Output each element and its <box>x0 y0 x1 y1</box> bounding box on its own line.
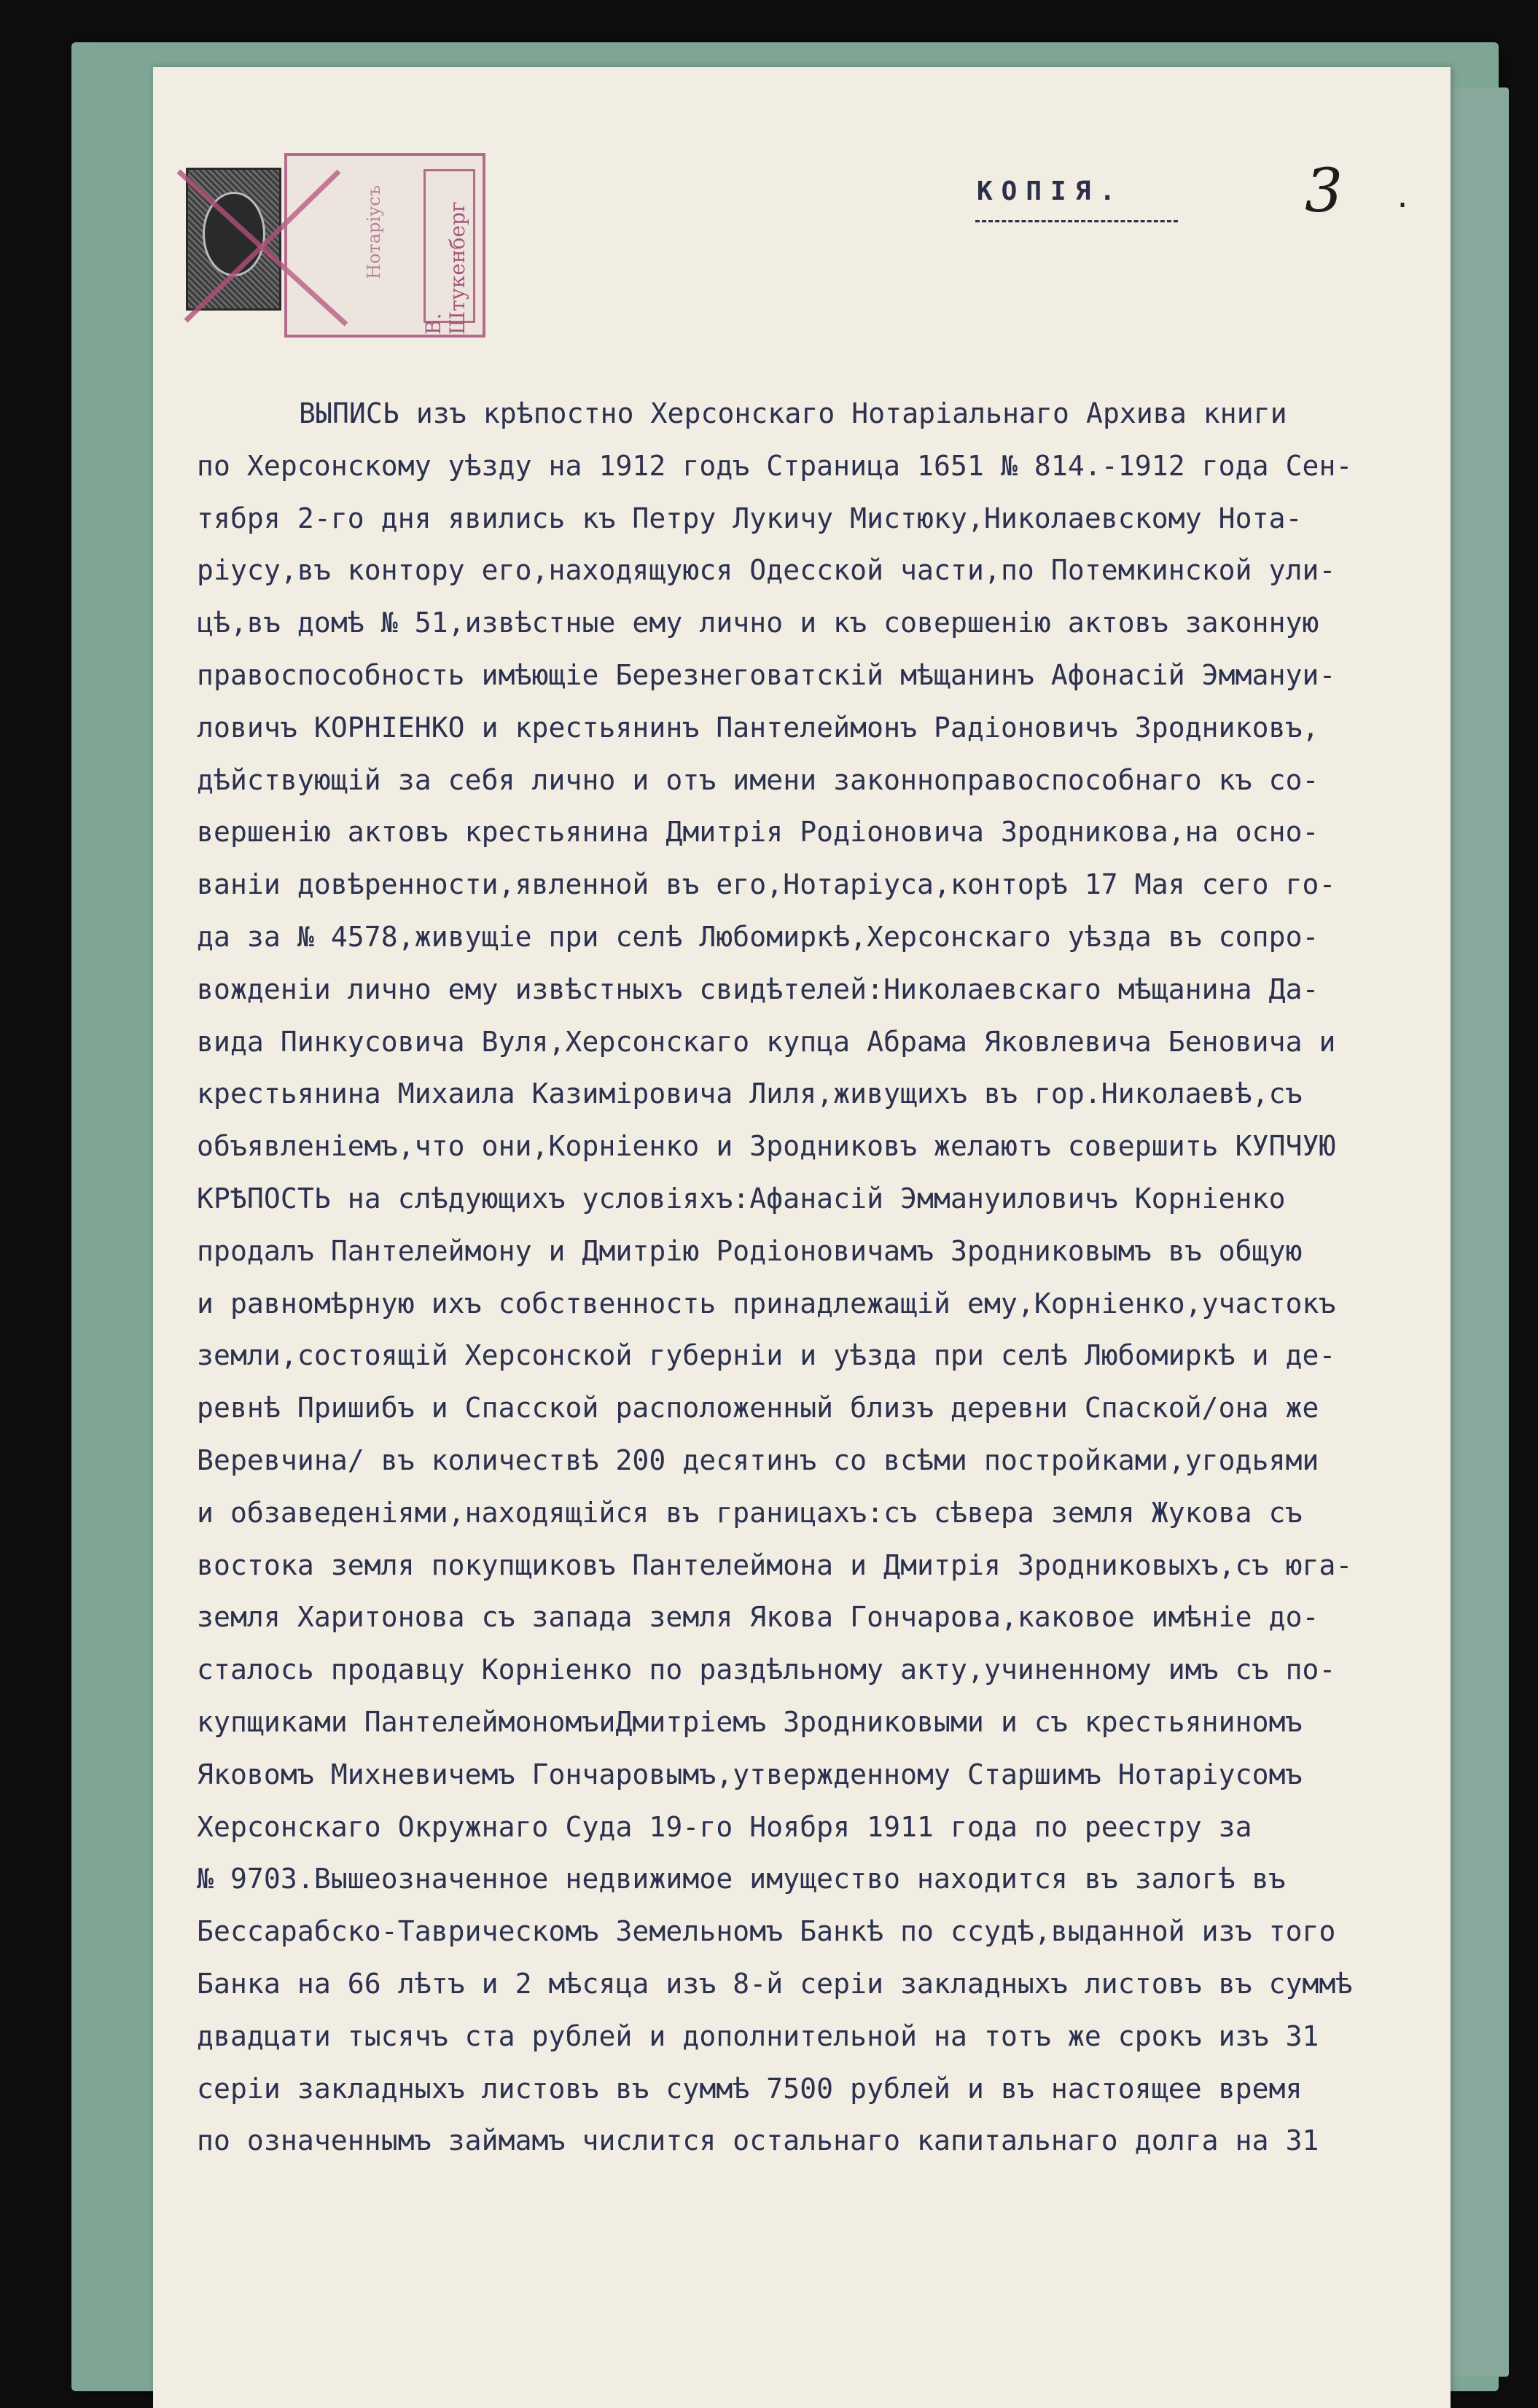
text-line: Веревчина/ въ количествѣ 200 десятинъ со всѣми постройками,угодьями <box>197 1443 1319 1476</box>
text-line: по означеннымъ займамъ числится остальнаго капитальнаго долга на 31 <box>197 2124 1319 2157</box>
text-line: тября 2-го дня явились къ Петру Лукичу Мистюку,Николаевскому Нота- <box>197 502 1303 534</box>
text-line: вершенію актовъ крестьянина Дмитрія Родіоновича Зродникова,на осно- <box>197 816 1319 849</box>
text-line: ревнѣ Пришибъ и Спасской расположенный близъ деревни Спаской/она же <box>197 1392 1319 1425</box>
text-line: цѣ,въ домѣ № 51,извѣстные ему лично и къ совершенію актовъ законную <box>197 607 1319 639</box>
text-line: правоспособность имѣющіе Березнеговатскій мѣщанинъ Афонасій Эммануи- <box>197 658 1336 691</box>
text-line: земля Харитонова съ запада земля Якова Гончарова,каковое имѣніе до- <box>197 1601 1319 1634</box>
text-line: сталось продавцу Корніенко по раздѣльному акту,учиненному имъ съ по- <box>197 1653 1336 1686</box>
text-line: дѣйствующій за себя лично и отъ имени законноправоспособнаго къ со- <box>197 763 1319 796</box>
text-line: крестьянина Михаила Казиміровича Лиля,живущихъ въ гор.Николаевѣ,съ <box>197 1078 1303 1110</box>
text-line: и равномѣрную ихъ собственность принадлежащій ему,Корніенко,участокъ <box>197 1287 1336 1320</box>
text-line: ріусу,въ контору его,находящуюся Одесской части,по Потемкинской ули- <box>197 554 1336 587</box>
text-line: ваніи довѣренности,явленной въ его,Нотаріуса,конторѣ 17 Мая сего го- <box>197 868 1336 901</box>
notary-stamp <box>284 153 485 338</box>
title-underline <box>975 220 1178 222</box>
text-line: Херсонскаго Окружнаго Суда 19-го Ноября 1911 года по реестру за <box>197 1810 1252 1843</box>
text-line: и обзаведеніями,находящійся въ границахъ:съ сѣвера земля Жукова съ <box>197 1496 1303 1529</box>
text-line: объявленіемъ,что они,Корніенко и Зродниковъ желаютъ совершить КУПЧУЮ <box>197 1130 1336 1163</box>
text-line: востока земля покупщиковъ Пантелеймона и Дмитрія Зродниковыхъ,съ юга- <box>197 1548 1353 1581</box>
text-line: КРѢПОСТЬ на слѣдующихъ условіяхъ:Афанасій Эммануиловичъ Корніенко <box>197 1182 1286 1215</box>
text-line: двадцати тысячъ ста рублей и дополнительной на тотъ же срокъ изъ 31 <box>197 2019 1319 2052</box>
text-line: вида Пинкусовича Вуля,Херсонскаго купца Абрама Яковлевича Беновича и <box>197 1025 1336 1058</box>
text-line: ВЫПИСЬ изъ крѣпостно Херсонскаго Нотаріальнаго Архива книги <box>299 397 1287 429</box>
text-line: Бессарабско-Таврическомъ Земельномъ Банкѣ по ссудѣ,выданной изъ того <box>197 1915 1336 1948</box>
text-line: ловичъ КОРНІЕНКО и крестьянинъ Пантелеймонъ Радіоновичъ Зродниковъ, <box>197 711 1319 744</box>
text-line: по Херсонскому уѣзду на 1912 годъ Страница 1651 № 814.-1912 года Сен- <box>197 449 1353 482</box>
text-line: продалъ Пантелеймону и Дмитрію Родіоновичамъ Зродниковымъ въ общую <box>197 1234 1303 1267</box>
text-line: земли,состоящій Херсонской губерніи и уѣзда при селѣ Любомиркѣ и де- <box>197 1339 1336 1372</box>
text-line: вожденіи лично ему извѣстныхъ свидѣтелей:Николаевскаго мѣщанина Да- <box>197 973 1319 1005</box>
document-body <box>197 388 1400 2167</box>
text-line: да за № 4578,живущіе при селѣ Любомиркѣ,Херсонскаго уѣзда въ сопро- <box>197 920 1319 953</box>
page-number-dot: . <box>1394 181 1412 214</box>
notary-stamp-text: В. Штукенберг <box>421 201 469 335</box>
text-line: № 9703.Вышеозначенное недвижимое имущество находится въ залогѣ въ <box>197 1863 1286 1895</box>
text-line: серіи закладныхъ листовъ въ суммѣ 7500 рублей и въ настоящее время <box>197 2072 1303 2105</box>
text-line: Банка на 66 лѣтъ и 2 мѣсяца изъ 8-й серіи закладныхъ листовъ въ суммѣ <box>197 1967 1353 2000</box>
text-line: Яковомъ Михневичемъ Гончаровымъ,утвержденному Старшимъ Нотаріусомъ <box>197 1758 1303 1791</box>
text-line: купщиками ПантелеймономъиДмитріемъ Зродниковыми и съ крестьяниномъ <box>197 1705 1303 1738</box>
page-number: 3 <box>1305 157 1343 226</box>
notary-stamp-secondary-text: Нотаріусъ <box>364 185 384 279</box>
page-title: КОПІЯ. <box>977 176 1125 206</box>
